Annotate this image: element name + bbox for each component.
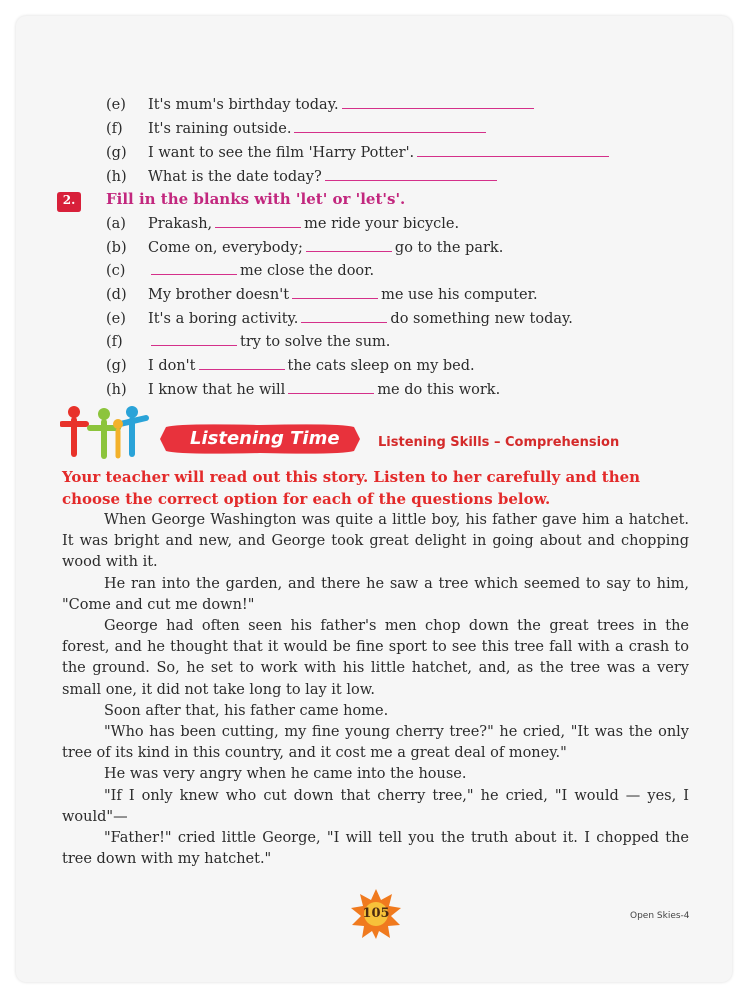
ex1-item-g: (g) I want to see the film 'Harry Potter'. <box>106 142 612 163</box>
story-paragraph: He ran into the garden, and there he saw a tree which seemed to say to him, "Come and cut me down!" <box>62 575 689 613</box>
story-text <box>62 510 689 870</box>
story-paragraph: Soon after that, his father came home. <box>104 702 389 719</box>
answer-blank[interactable] <box>151 331 237 346</box>
ex1-item-text: I want to see the film 'Harry Potter'. <box>148 145 415 161</box>
answer-blank[interactable] <box>215 213 301 228</box>
answer-blank[interactable] <box>417 142 609 157</box>
ex1-item-text: It's raining outside. <box>148 121 292 137</box>
ex1-item-text: What is the date today? <box>148 169 322 185</box>
story-paragraph: George had often seen his father's men chop down the great trees in the forest, and he thought that it would be fine sport to see this tree fall with a crash to the ground. So, he set to work with his little hatchet, and, as the tree was a very small one, it did not take long to lay it low. <box>62 618 689 698</box>
story-paragraph: He was very angry when he came into the house. <box>104 766 467 783</box>
ex2-item-d: (d) My brother doesn't me use his computer. <box>106 284 538 305</box>
ex2-item-a: (a) Prakash, me ride your bicycle. <box>106 213 459 234</box>
children-group-icon <box>60 404 156 460</box>
exercise-heading: Fill in the blanks with 'let' or 'let's'. <box>106 190 406 208</box>
answer-blank[interactable] <box>199 355 285 370</box>
answer-blank[interactable] <box>306 237 392 252</box>
answer-blank[interactable] <box>301 308 387 323</box>
answer-blank[interactable] <box>288 379 374 394</box>
answer-blank[interactable] <box>294 118 486 133</box>
ex1-item-text: It's mum's birthday today. <box>148 97 339 113</box>
section-title: Listening Time <box>190 428 340 449</box>
answer-blank[interactable] <box>342 94 534 109</box>
answer-blank[interactable] <box>151 260 237 275</box>
story-paragraph: "If I only knew who cut down that cherry tree," he cried, "I would — yes, I would"— <box>62 787 689 825</box>
section-subtitle: Listening Skills – Comprehension <box>378 435 620 450</box>
story-paragraph: "Father!" cried little George, "I will tell you the truth about it. I chopped the tree down with my hatchet." <box>62 830 689 868</box>
ex2-item-c: (c) me close the door. <box>106 260 374 281</box>
ex2-item-f: (f) try to solve the sum. <box>106 331 390 352</box>
ex2-item-b: (b) Come on, everybody; go to the park. <box>106 237 503 258</box>
story-paragraph: "Who has been cutting, my fine young cherry tree?" he cried, "It was the only tree of its kind in this country, and it cost me a great deal of money." <box>62 724 689 762</box>
instruction-text: Your teacher will read out this story. Listen to her carefully and then choose the correct option for each of the questions below. <box>62 468 641 508</box>
book-title: Open Skies-4 <box>630 911 690 921</box>
question-number: 2. <box>62 193 76 207</box>
answer-blank[interactable] <box>325 166 497 181</box>
ex1-item-f: (f) It's raining outside. <box>106 118 489 139</box>
story-paragraph: When George Washington was quite a little boy, his father gave him a hatchet. It was bright and new, and George took great delight in going about and chopping wood with it. <box>62 512 689 571</box>
ex1-item-h: (h) What is the date today? <box>106 166 500 187</box>
page-number: 105 <box>362 906 390 921</box>
ex2-item-e: (e) It's a boring activity. do something new today. <box>106 308 573 329</box>
ex1-item-e: (e) It's mum's birthday today. <box>106 94 537 115</box>
ex2-item-g: (g) I don't the cats sleep on my bed. <box>106 355 475 376</box>
ex2-item-h: (h) I know that he will me do this work. <box>106 379 500 400</box>
answer-blank[interactable] <box>292 284 378 299</box>
